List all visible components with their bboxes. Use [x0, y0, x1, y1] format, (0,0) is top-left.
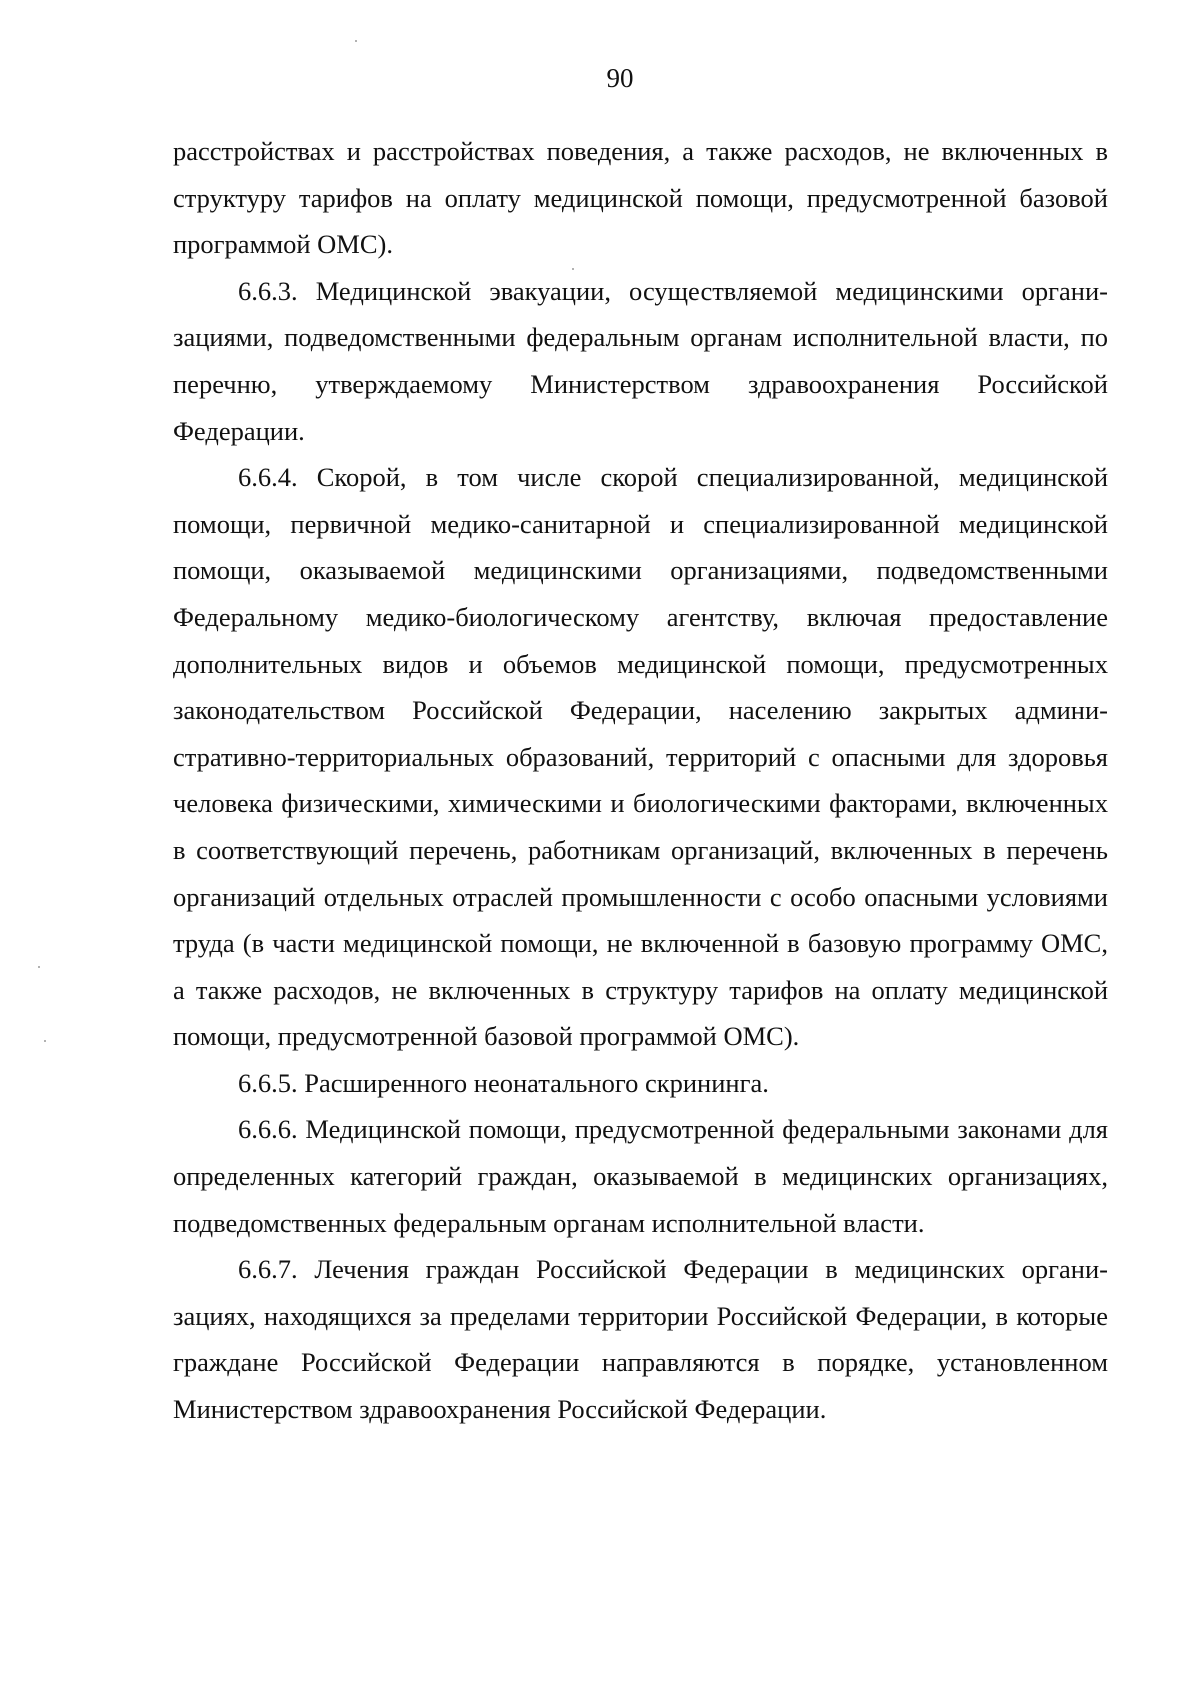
paragraph-6-6-6: 6.6.6. Медицинской помощи, предусмотренной федеральными законами для определенных категорий граждан, оказываемой в медицинских организациях, подведомственных федеральным органам исполнительной власти. [173, 1114, 1108, 1238]
paragraph-6-6-5: 6.6.5. Расширенного неонатального скрининга. [238, 1067, 769, 1098]
scan-speck [572, 268, 574, 270]
document-body [173, 128, 1108, 1433]
page-number: 90 [606, 63, 634, 93]
paragraph-6-6-4: 6.6.4. Скорой, в том числе скорой специализированной, медицинской помощи, первичной медико-санитарной и специализированной медицинской помощи, оказываемой медицинскими организациями, подведомственными Федеральному медико-биологическому агентству, включая предоставление дополнительных видов и объемов медицинской помощи, предусмотренных законодательством Российской Федерации, населению закрытых административно-территориальных образований, территорий с опасными для здоровья человека физическими, химическими и биологическими факторами, включенных в соответствующий перечень, работникам организаций, включенных в перечень организаций отдельных отраслей промышленности с особо опасными условиями труда (в части медицинской помощи, не включенной в базовую программу ОМС, а также расходов, не включенных в структуру тарифов на оплату медицинской помощи, предусмотренной базовой программой ОМС). [173, 462, 1108, 1052]
scan-speck [44, 1040, 46, 1042]
paragraph-6-6-3: 6.6.3. Медицинской эвакуации, осуществляемой медицинскими организациями, подведомственными федеральным органам исполнительной власти, по перечню, утверждаемому Министерством здравоохранения Российской Федерации. [173, 275, 1108, 446]
paragraph-6-6-7: 6.6.7. Лечения граждан Российской Федерации в медицинских организациях, находящихся за пределами территории Российской Федерации, в которые граждане Российской Федерации направляются в порядке, установленном Министерством здравоохранения Российской Федерации. [173, 1254, 1108, 1425]
scan-speck [355, 40, 357, 42]
scan-speck [38, 966, 40, 968]
paragraph-continuation: расстройствах и расстройствах поведения, а также расходов, не включенных в структуру тарифов на оплату медицинской помощи, предусмотренной базовой программой ОМС). [173, 136, 1108, 260]
